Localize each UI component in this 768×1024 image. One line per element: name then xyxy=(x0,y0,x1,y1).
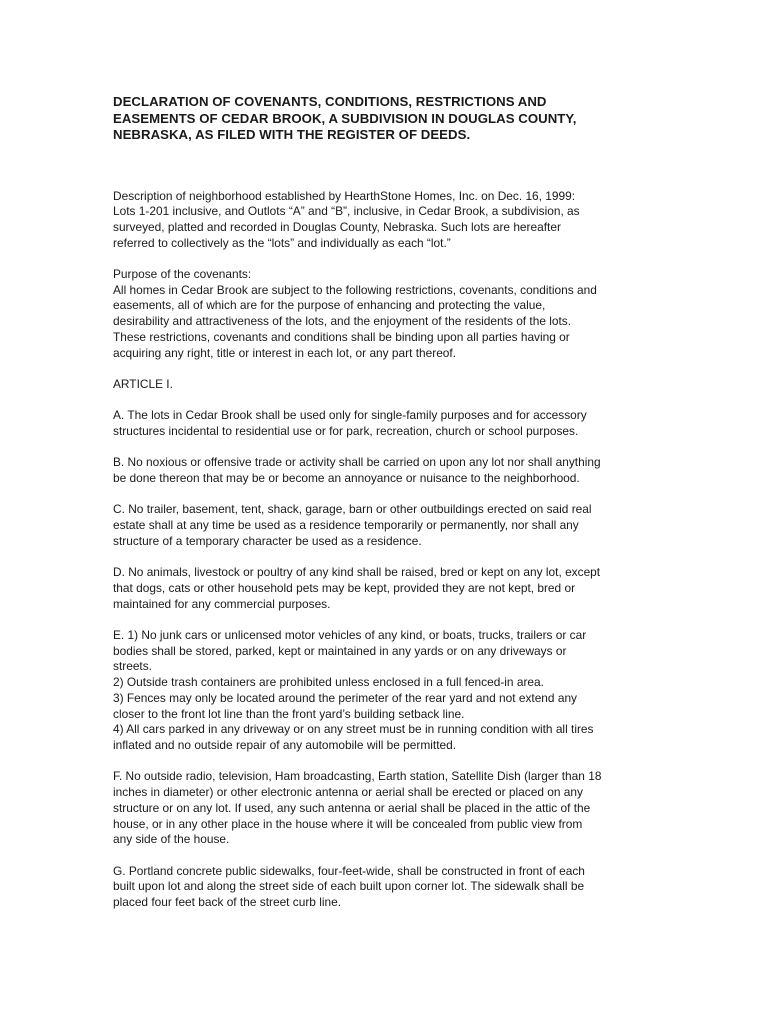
description-paragraph xyxy=(113,189,643,252)
text-line: that dogs, cats or other household pets may be kept, provided they are not kept, bred or xyxy=(113,580,576,595)
text-line: placed four feet back of the street curb line. xyxy=(113,895,342,909)
clause-b xyxy=(113,455,643,486)
text-line: 3) Fences may only be located around the perimeter of the rear yard and not extend any xyxy=(113,690,578,705)
text-line: referred to collectively as the “lots” and individually as each “lot.” xyxy=(113,235,451,250)
text-line: Lots 1-201 inclusive, and Outlots “A” and “B”, inclusive, in Cedar Brook, a subdivision, as xyxy=(113,204,580,219)
text-line: inflated and no outside repair of any automobile will be permitted. xyxy=(113,738,457,752)
title-line: EASEMENTS OF CEDAR BROOK, A SUBDIVISION IN DOUGLAS COUNTY, xyxy=(113,110,577,126)
text-line: estate shall at any time be used as a residence temporarily or permanently, nor shall any xyxy=(113,518,579,533)
text-line: desirability and attractiveness of the lots, and the enjoyment of the residents of the lots. xyxy=(113,314,572,329)
title-line: NEBRASKA, AS FILED WITH THE REGISTER OF DEEDS. xyxy=(113,127,471,142)
title-line: DECLARATION OF COVENANTS, CONDITIONS, RESTRICTIONS AND xyxy=(113,94,547,109)
text-line: acquiring any right, title or interest in each lot, or any part thereof. xyxy=(113,345,457,360)
text-line: bodies shall be stored, parked, kept or maintained in any yards or on any driveways or xyxy=(113,643,567,658)
text-line: easements, all of which are for the purpose of enhancing and protecting the value, xyxy=(113,298,546,313)
clause-e xyxy=(113,628,643,754)
text-line: ARTICLE I. xyxy=(113,376,173,391)
text-line: surveyed, platted and recorded in Douglas County, Nebraska. Such lots are hereafter xyxy=(113,219,561,234)
text-line: maintained for any commercial purposes. xyxy=(113,596,331,611)
text-line: closer to the front lot line than the front yard’s building setback line. xyxy=(113,706,465,721)
text-line: Description of neighborhood established by HearthStone Homes, Inc. on Dec. 16, 1999: xyxy=(113,188,576,203)
text-line: G. Portland concrete public sidewalks, four-feet-wide, shall be constructed in front of each xyxy=(113,863,585,878)
text-line: be done thereon that may be or become an annoyance or nuisance to the neighborhood. xyxy=(113,471,580,486)
clause-f xyxy=(113,769,643,848)
document-page xyxy=(113,94,643,926)
text-line: structures incidental to residential use or for park, recreation, church or school purposes. xyxy=(113,424,579,438)
text-line: structure of a temporary character be used as a residence. xyxy=(113,533,422,548)
text-line: inches in diameter) or other electronic antenna or aerial shall be erected or placed on any xyxy=(113,785,583,800)
text-line: C. No trailer, basement, tent, shack, garage, barn or other outbuildings erected on said real xyxy=(113,502,592,517)
text-line: E. 1) No junk cars or unlicensed motor vehicles of any kind, or boats, trucks, trailers or car xyxy=(113,628,587,643)
text-line: 4) All cars parked in any driveway or on any street must be in running condition with all tires xyxy=(113,722,594,737)
text-line: 2) Outside trash containers are prohibited unless enclosed in a full fenced-in area. xyxy=(113,675,544,690)
document-title xyxy=(113,94,643,144)
text-line: Purpose of the covenants: xyxy=(113,267,252,281)
text-line: B. No noxious or offensive trade or activity shall be carried on upon any lot nor shall anything xyxy=(113,455,601,470)
text-line: built upon lot and along the street side of each built upon corner lot. The sidewalk shall be xyxy=(113,879,585,894)
text-line: streets. xyxy=(113,659,152,674)
text-line: any side of the house. xyxy=(113,832,230,847)
text-line: D. No animals, livestock or poultry of any kind shall be raised, bred or kept on any lot, except xyxy=(113,565,601,580)
text-line: structure or on any lot. If used, any such antenna or aerial shall be placed in the attic of the xyxy=(113,800,591,815)
document-body xyxy=(113,189,643,911)
purpose-paragraph xyxy=(113,267,643,361)
text-line: These restrictions, covenants and conditions shall be binding upon all parties having or xyxy=(113,329,570,344)
clause-g xyxy=(113,864,643,911)
clause-a xyxy=(113,408,643,439)
text-line: house, or in any other place in the house where it will be concealed from public view from xyxy=(113,816,583,831)
text-line: F. No outside radio, television, Ham broadcasting, Earth station, Satellite Dish (larger than 18 xyxy=(113,769,602,784)
clause-d xyxy=(113,565,643,612)
article-heading xyxy=(113,377,643,393)
text-line: All homes in Cedar Brook are subject to the following restrictions, covenants, conditions and xyxy=(113,282,597,297)
clause-c xyxy=(113,502,643,549)
text-line: A. The lots in Cedar Brook shall be used only for single-family purposes and for accessory xyxy=(113,408,587,423)
